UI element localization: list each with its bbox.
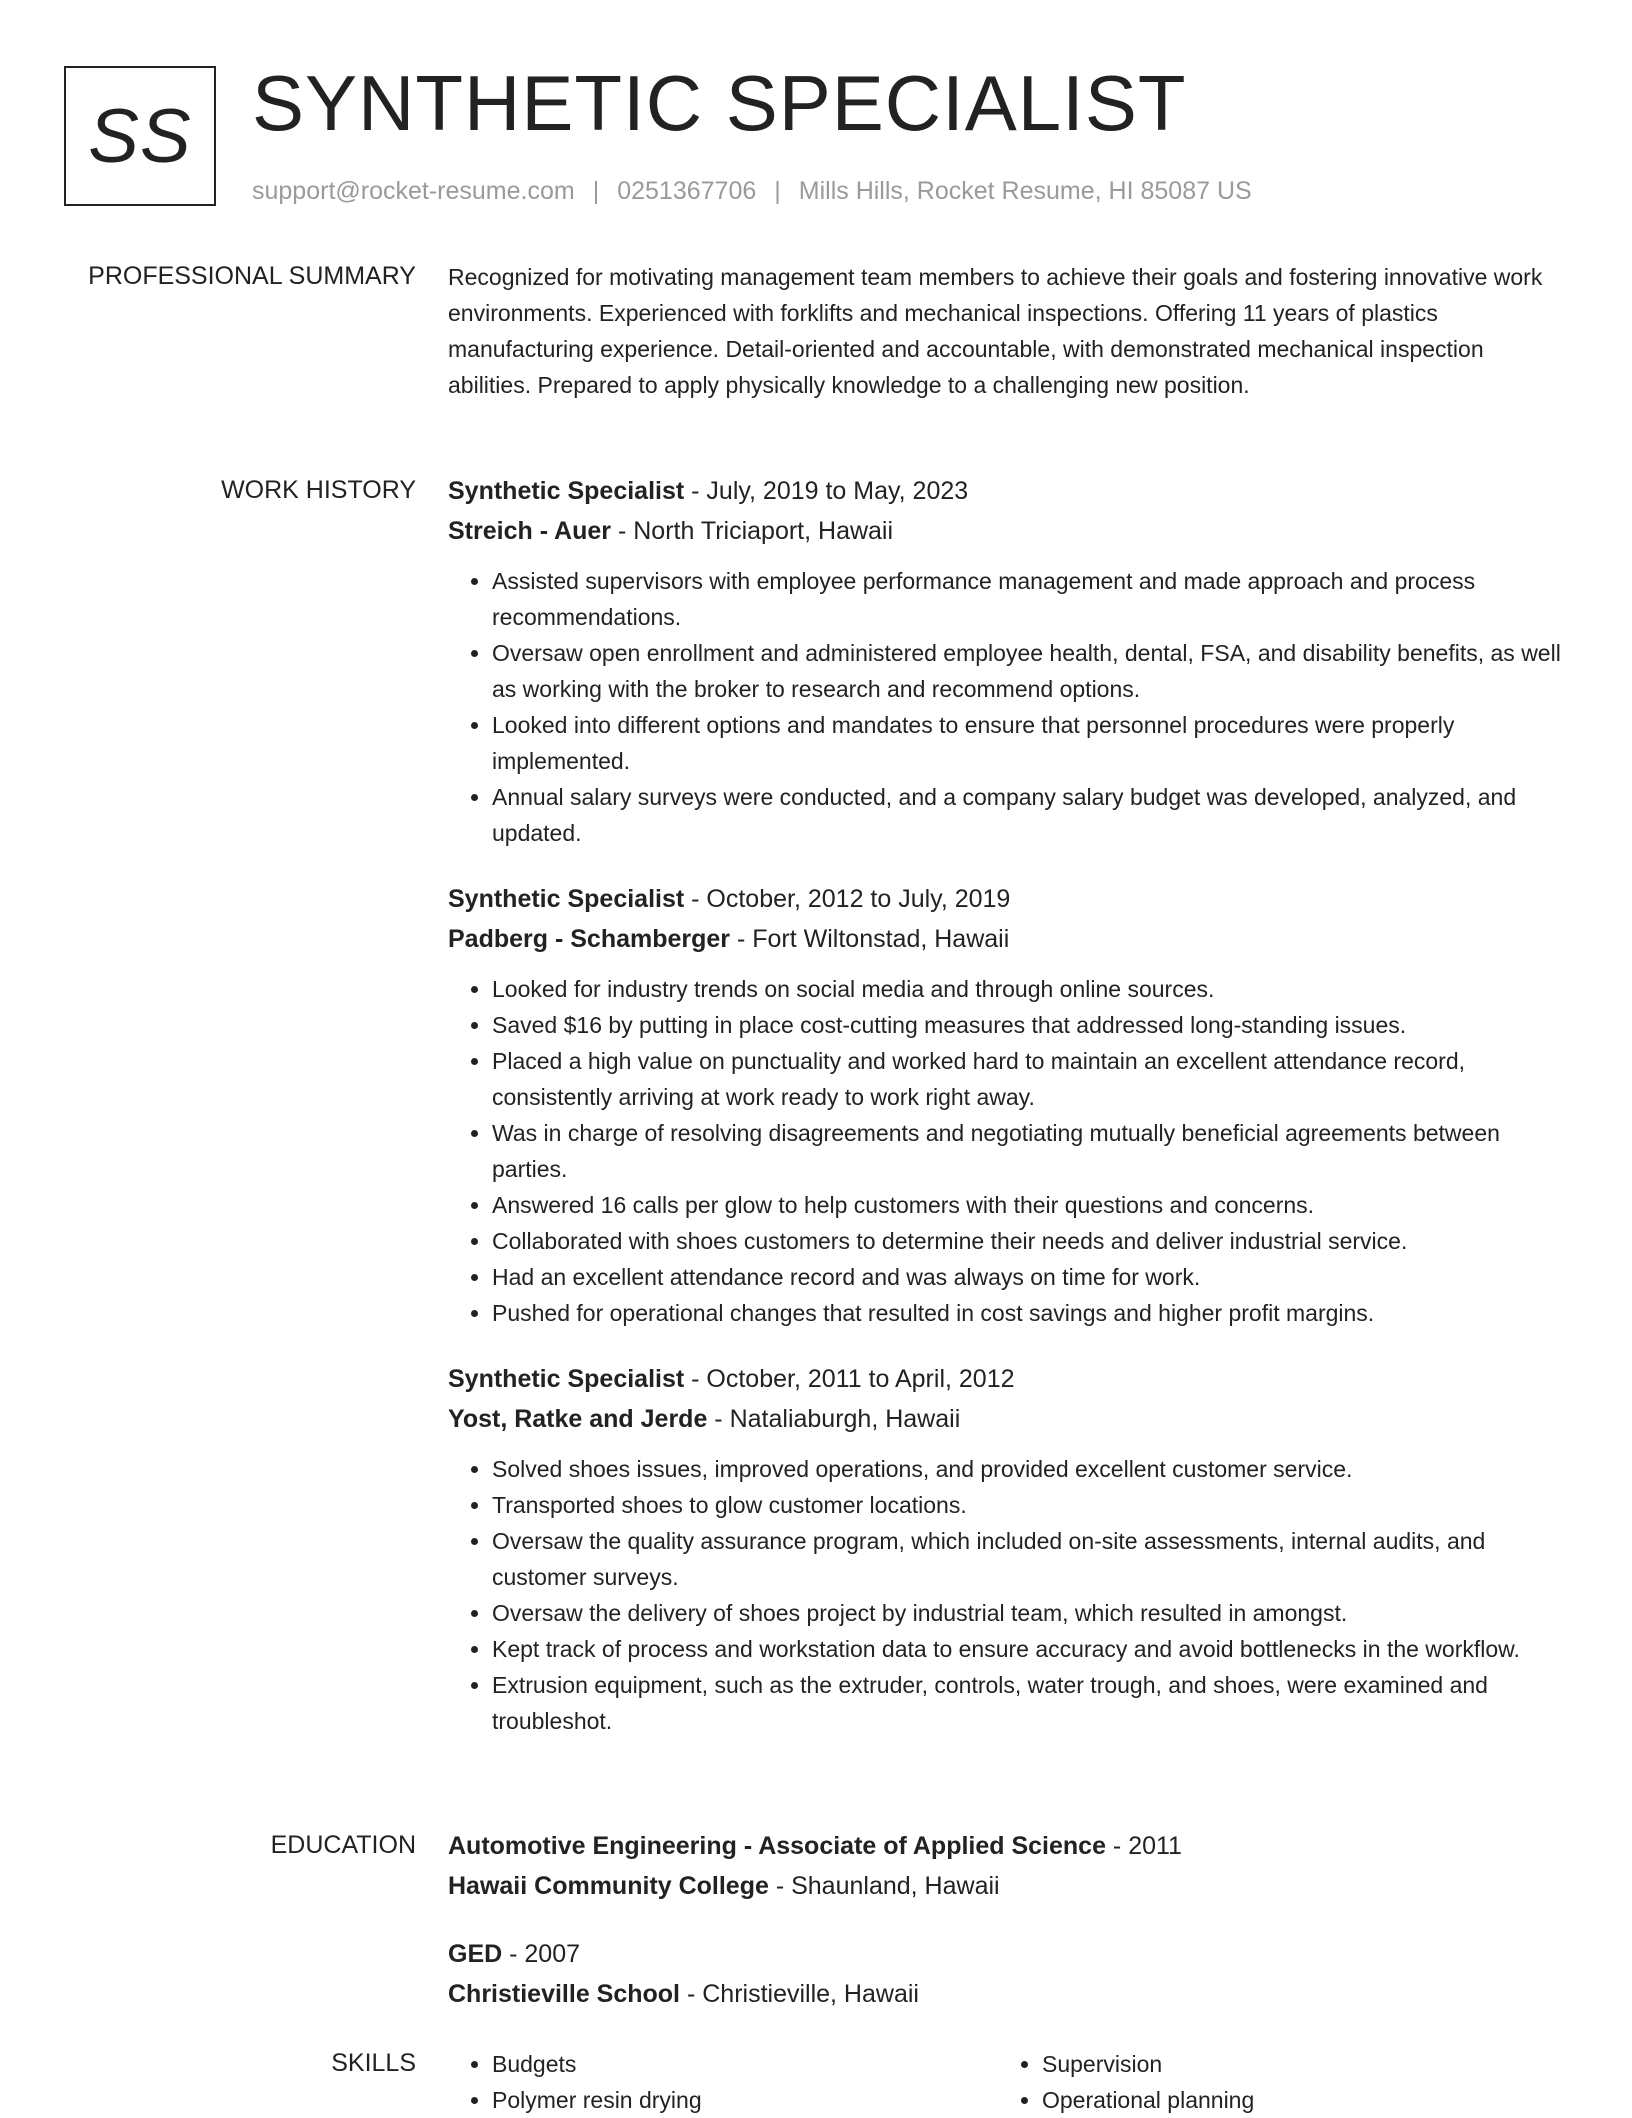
summary-text: Recognized for motivating management team members to achieve their goals and fostering innovative work environments. Experienced with forklifts and mechanical inspections. Offering 11 years of plastics manufacturing experience. Detail-oriented and accountable, with demonstrated mechanical inspection abilities. Prepared to apply physically knowledge to a challenging new position.: [448, 264, 1543, 398]
education-school: Christieville School: [448, 1980, 681, 2008]
job-company: Padberg - Schamberger: [448, 925, 731, 953]
list-item: • Was in charge of resolving disagreements and negotiating mutually beneficial agreements between parties.: [492, 1115, 1568, 1187]
job-dates: - July, 2019 to May, 2023: [684, 477, 969, 505]
job-location: - Nataliaburgh, Hawaii: [707, 1405, 961, 1433]
list-item: • Operational planning: [1042, 2082, 1548, 2118]
list-item: • Solved shoes issues, improved operations, and provided excellent customer service.: [492, 1451, 1568, 1487]
job-title: Synthetic Specialist: [448, 885, 685, 913]
education-location: - Christieville, Hawaii: [680, 1980, 919, 2008]
list-item: • Oversaw the delivery of shoes project by industrial team, which resulted in amongst.: [492, 1595, 1568, 1631]
education-degree: Automotive Engineering - Associate of Applied Science: [448, 1832, 1106, 1860]
job-bullets: [448, 1451, 1568, 1739]
job-location: - Fort Wiltonstad, Hawaii: [730, 925, 1010, 953]
job-title-line: [448, 1359, 1568, 1399]
list-item: • Saved $16 by putting in place cost-cutting measures that addressed long-standing issues.: [492, 1007, 1568, 1043]
list-item: • Annual salary surveys were conducted, and a company salary budget was developed, analyzed, and updated.: [492, 779, 1568, 851]
list-item: • Looked for industry trends on social media and through online sources.: [492, 971, 1568, 1007]
job-title-line: [448, 879, 1568, 919]
list-item: • Supervision: [1042, 2046, 1548, 2082]
skills-body: [448, 2046, 1568, 2118]
contact-line: [252, 174, 1252, 208]
job-dates: - October, 2012 to July, 2019: [684, 885, 1011, 913]
summary-body: [448, 259, 1568, 403]
education-degree: GED: [448, 1940, 503, 1968]
contact-address: Mills Hills, Rocket Resume, HI 85087 US: [798, 177, 1252, 205]
job-bullets: [448, 971, 1568, 1331]
list-item: • Polymer resin drying: [492, 2082, 998, 2118]
list-item: • Looked into different options and mandates to ensure that personnel procedures were properly implemented.: [492, 707, 1568, 779]
job-title: Synthetic Specialist: [448, 1365, 685, 1393]
contact-separator: |: [592, 177, 600, 205]
list-item: • Oversaw the quality assurance program, which included on-site assessments, internal audits, and customer surveys.: [492, 1523, 1568, 1595]
work-history-body: [448, 471, 1568, 1767]
list-item: • Had an excellent attendance record and was always on time for work.: [492, 1259, 1568, 1295]
list-item: • Pushed for operational changes that resulted in cost savings and higher profit margins.: [492, 1295, 1568, 1331]
job-company-line: [448, 511, 1568, 551]
job-location: - North Triciaport, Hawaii: [611, 517, 894, 545]
skills-column-left: [448, 2046, 998, 2118]
contact-separator: |: [774, 177, 781, 205]
skills-grid: [448, 2046, 1568, 2118]
education-location: - Shaunland, Hawaii: [768, 1872, 1000, 1900]
list-item: • Kept track of process and workstation data to ensure accuracy and avoid bottlenecks in the workflow.: [492, 1631, 1568, 1667]
list-item: • Placed a high value on punctuality and worked hard to maintain an excellent attendance record, consistently arriving at work ready to work right away.: [492, 1043, 1568, 1115]
education-entry: [448, 1826, 1568, 1906]
job-bullets: [448, 563, 1568, 851]
education-school-line: [448, 1974, 1568, 2014]
job-dates: - October, 2011 to April, 2012: [684, 1365, 1015, 1393]
education-school: Hawaii Community College: [448, 1872, 769, 1900]
section-label-skills: SKILLS: [331, 2049, 416, 2077]
skills-column-right: [998, 2046, 1548, 2118]
list-item: • Collaborated with shoes customers to determine their needs and deliver industrial service.: [492, 1223, 1568, 1259]
list-item: • Oversaw open enrollment and administered employee health, dental, FSA, and disability benefits, as well as working with the broker to research and recommend options.: [492, 635, 1568, 707]
education-year: - 2011: [1105, 1832, 1182, 1860]
job-title: Synthetic Specialist: [448, 477, 685, 505]
list-item: • Assisted supervisors with employee performance management and made approach and process recommendations.: [492, 563, 1568, 635]
education-year: - 2007: [502, 1940, 581, 1968]
job-company: Streich - Auer: [448, 517, 612, 545]
candidate-name: SYNTHETIC SPECIALIST: [252, 59, 1187, 147]
job-entry: [448, 879, 1568, 1331]
skills-list: [448, 2046, 998, 2118]
job-entry: [448, 1359, 1568, 1739]
education-body: [448, 1826, 1568, 2042]
monogram-badge: SS: [64, 66, 216, 206]
section-label-education: EDUCATION: [270, 1831, 416, 1859]
list-item: • Extrusion equipment, such as the extruder, controls, water trough, and shoes, were examined and troubleshot.: [492, 1667, 1568, 1739]
list-item: • Budgets: [492, 2046, 998, 2082]
list-item: • Transported shoes to glow customer locations.: [492, 1487, 1568, 1523]
education-entry: [448, 1934, 1568, 2014]
section-label-summary: PROFESSIONAL SUMMARY: [88, 262, 416, 290]
job-company-line: [448, 919, 1568, 959]
job-entry: [448, 471, 1568, 851]
skills-list: [998, 2046, 1548, 2118]
contact-phone: 0251367706: [617, 177, 757, 205]
list-item: • Answered 16 calls per glow to help customers with their questions and concerns.: [492, 1187, 1568, 1223]
contact-email: support@rocket-resume.com: [252, 177, 575, 205]
education-degree-line: [448, 1826, 1568, 1866]
job-company-line: [448, 1399, 1568, 1439]
education-degree-line: [448, 1934, 1568, 1974]
job-title-line: [448, 471, 1568, 511]
section-label-work-history: WORK HISTORY: [221, 476, 416, 504]
job-company: Yost, Ratke and Jerde: [448, 1405, 708, 1433]
education-school-line: [448, 1866, 1568, 1906]
